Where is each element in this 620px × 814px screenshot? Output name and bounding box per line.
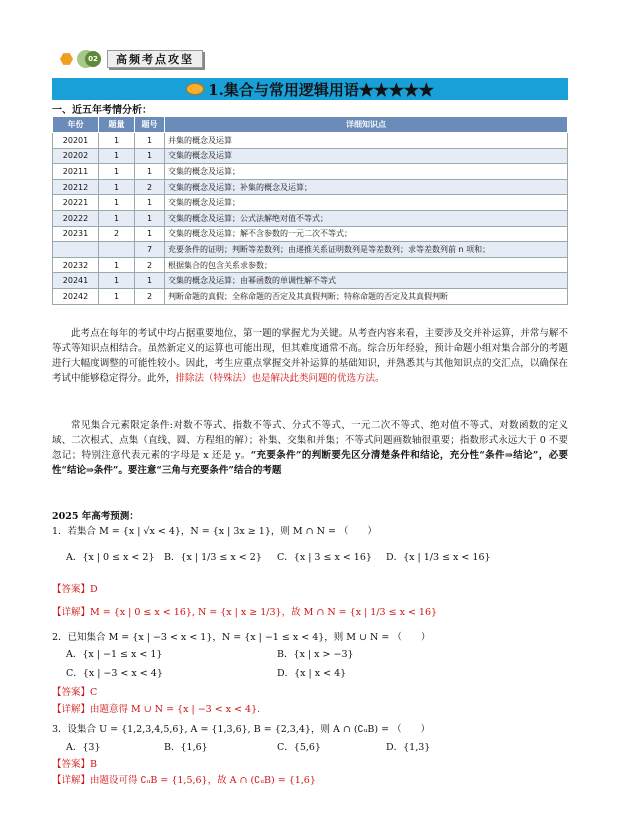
paragraph-1: 此考点在每年的考试中均占据重要地位，第一题的掌握尤为关键。从考查内容来看，主要涉及交并补运算，并常与解不等式等知识点相结合。虽然新定义的运算也可能出现，但其难度通常不高。综合历年经验，预计命题小组对集合部分的考题进行大幅度调整的可能性较小。因此，考生应重点掌握交并补运算的基础知识，并熟悉其与其他知识点的交汇点，以确保在考试中能够稳定得分。此外，排除法（特殊法）也是解决此类问题的优选方法。 — [52, 328, 568, 384]
exam-table — [52, 116, 568, 305]
topic-band — [52, 78, 568, 100]
q2-answer: 【答案】C — [52, 687, 98, 698]
cell-count: 1 — [99, 210, 135, 226]
table-row — [53, 133, 568, 149]
cell-detail: 交集的概念及运算； — [165, 164, 568, 180]
q1-detail: 【详解】M = {x | 0 ≤ x < 16}, N = {x | x ≥ 1/3}，故 M ∩ N = {x | 1/3 ≤ x < 16} — [52, 607, 438, 618]
section-header — [60, 48, 203, 70]
analysis-heading: 一、近五年考情分析： — [52, 105, 152, 116]
cell-year: 20212 — [53, 179, 99, 195]
q3-option-c: C．{5,6} — [277, 742, 321, 753]
cell-year: 20201 — [53, 133, 99, 149]
q1-answer: 【答案】D — [52, 584, 98, 595]
col-year: 年份 — [53, 117, 99, 133]
col-number: 题号 — [135, 117, 165, 133]
table-row — [53, 257, 568, 273]
table-row — [53, 210, 568, 226]
cell-number: 1 — [135, 273, 165, 289]
hexagon-icon — [60, 53, 73, 66]
cell-year: 20221 — [53, 195, 99, 211]
cell-number: 1 — [135, 133, 165, 149]
cell-count: 2 — [99, 226, 135, 242]
section-title: 高频考点攻坚 — [107, 50, 203, 68]
cell-year: 20241 — [53, 273, 99, 289]
cell-year — [53, 242, 99, 258]
cell-year: 20202 — [53, 148, 99, 164]
cell-detail: 交集的概念及运算；由幂函数的单调性解不等式 — [165, 273, 568, 289]
q3-stem: 3．设集合 U = {1,2,3,4,5,6}, A = {1,3,6}, B = {2,3,4}，则 A ∩ (∁ᵤB) = （ ） — [52, 724, 431, 735]
cell-number: 1 — [135, 164, 165, 180]
cell-year: 20242 — [53, 288, 99, 304]
q1-stem: 1．若集合 M = {x | √x < 4}，N = {x | 3x ≥ 1}，则 M ∩ N = （ ） — [52, 526, 377, 537]
table-row — [53, 288, 568, 304]
cell-number: 2 — [135, 288, 165, 304]
pie-icon — [186, 83, 204, 95]
q3-detail: 【详解】由题设可得 ∁ᵤB = {1,5,6}，故 A ∩ (∁ᵤB) = {1,6} — [52, 775, 316, 786]
cell-detail: 交集的概念及运算；补集的概念及运算； — [165, 179, 568, 195]
table-row — [53, 148, 568, 164]
col-detail: 详细知识点 — [165, 117, 568, 133]
cell-number: 2 — [135, 257, 165, 273]
cell-count: 1 — [99, 257, 135, 273]
cell-count — [99, 242, 135, 258]
q3-option-a: A．{3} — [66, 742, 101, 753]
q1-option-a: A．{x | 0 ≤ x < 2} — [66, 552, 155, 563]
badge-icon: 02 — [77, 48, 107, 70]
cell-count: 1 — [99, 179, 135, 195]
cell-count: 1 — [99, 164, 135, 180]
cell-count: 1 — [99, 195, 135, 211]
cell-number: 1 — [135, 148, 165, 164]
cell-count: 1 — [99, 288, 135, 304]
cell-count: 1 — [99, 273, 135, 289]
cell-number: 1 — [135, 226, 165, 242]
cell-year: 20232 — [53, 257, 99, 273]
q1-option-b: B．{x | 1/3 ≤ x < 2} — [164, 552, 262, 563]
col-count: 题量 — [99, 117, 135, 133]
cell-detail: 充要条件的证明；判断等差数列；由递推关系证明数列是等差数列；求等差数列前 n 项和； — [165, 242, 568, 258]
cell-detail: 根据集合的包含关系求参数； — [165, 257, 568, 273]
cell-year: 20211 — [53, 164, 99, 180]
q3-answer: 【答案】B — [52, 759, 97, 770]
q2-option-a: A．{x | −1 ≤ x < 1} — [66, 649, 163, 660]
table-row — [53, 242, 568, 258]
cell-detail: 判断命题的真假；全称命题的否定及其真假判断；特称命题的否定及其真假判断 — [165, 288, 568, 304]
table-row — [53, 226, 568, 242]
topic-title: 1.集合与常用逻辑用语★★★★★ — [208, 80, 434, 99]
cell-number: 2 — [135, 179, 165, 195]
q1-option-c: C．{x | 3 ≤ x < 16} — [277, 552, 372, 563]
cell-number: 7 — [135, 242, 165, 258]
table-row — [53, 195, 568, 211]
cell-detail: 交集的概念及运算； — [165, 195, 568, 211]
cell-year: 20222 — [53, 210, 99, 226]
cell-number: 1 — [135, 195, 165, 211]
cell-number: 1 — [135, 210, 165, 226]
table-row — [53, 273, 568, 289]
q2-stem: 2．已知集合 M = {x | −3 < x < 1}，N = {x | −1 ≤ x < 4}，则 M ∪ N = （ ） — [52, 632, 431, 643]
cell-detail: 并集的概念及运算 — [165, 133, 568, 149]
cell-detail: 交集的概念及运算；解不含参数的一元二次不等式； — [165, 226, 568, 242]
q2-option-c: C．{x | −3 < x < 4} — [66, 668, 163, 679]
paragraph-2: 常见集合元素限定条件:对数不等式、指数不等式、分式不等式、一元二次不等式、绝对值不等式、对数函数的定义域、二次根式、点集（直线、圆、方程组的解）；补集、交集和并集；不等式问题画数轴很重要；指数形式永远大于 0 不要忽记；特别注意代表元素的字母是 x 还是 y。“充要条件”的判断要先区分清楚条件和结论，充分性“条件⇒结论”，必要性“结论⇒条件”。要注意“三角与充要条件”结合的考题 — [52, 420, 568, 476]
forecast-heading: 2025 年高考预测： — [52, 511, 139, 522]
cell-count: 1 — [99, 148, 135, 164]
cell-count: 1 — [99, 133, 135, 149]
cell-detail: 交集的概念及运算；公式法解绝对值不等式； — [165, 210, 568, 226]
q2-option-d: D．{x | x < 4} — [277, 668, 347, 679]
q1-option-d: D．{x | 1/3 ≤ x < 16} — [386, 552, 491, 563]
cell-year: 20231 — [53, 226, 99, 242]
table-row — [53, 179, 568, 195]
q2-option-b: B．{x | x > −3} — [277, 649, 354, 660]
q3-option-b: B．{1,6} — [164, 742, 208, 753]
cell-detail: 交集的概念及运算 — [165, 148, 568, 164]
table-row — [53, 164, 568, 180]
q2-detail: 【详解】由题意得 M ∪ N = {x | −3 < x < 4}. — [52, 704, 261, 715]
q3-option-d: D．{1,3} — [386, 742, 431, 753]
